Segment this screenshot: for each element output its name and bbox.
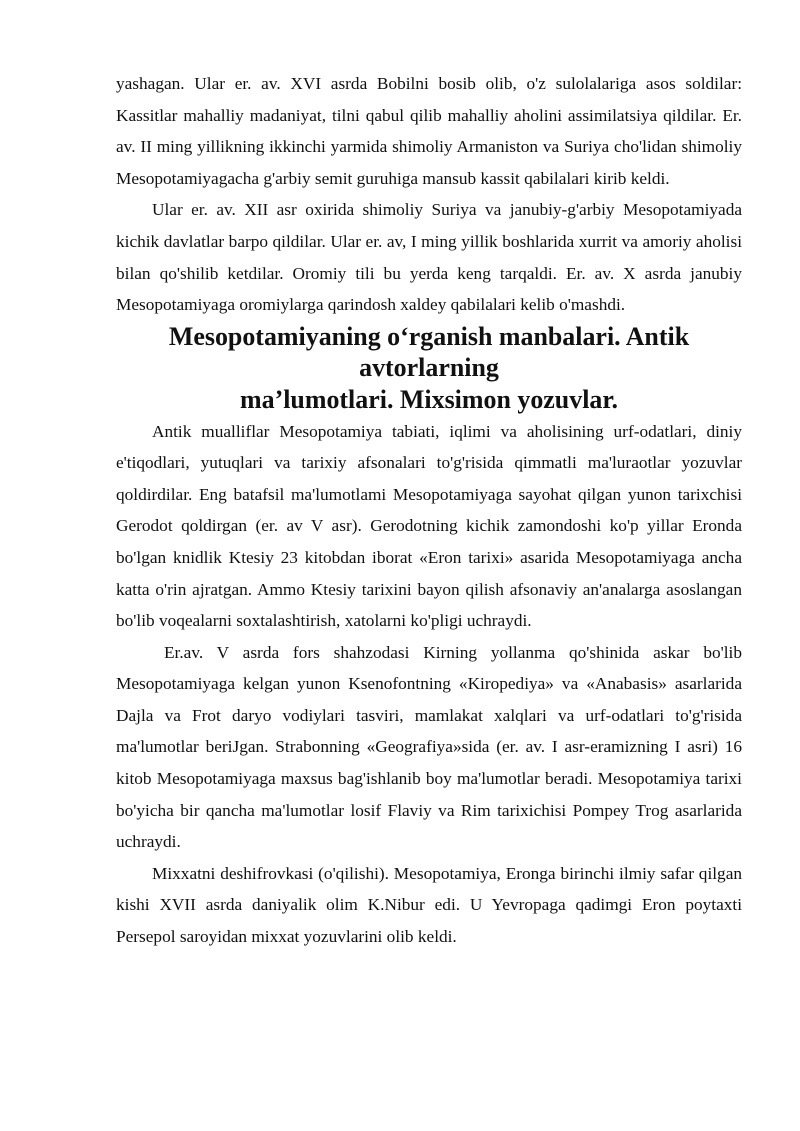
section-heading-line-2: ma’lumotlari. Mixsimon yozuvlar. [240, 384, 618, 414]
section-heading [116, 321, 742, 416]
paragraph-antique-authors: Antik mualliflar Mesopotamiya tabiati, iqlimi va aholisining urf-odatlari, diniy e'tiqodlari, yutuqlari va tarixiy afsonalari to'g'risida qimmatli ma'luraotlar yozuvlar qoldirdilar. Eng batafsil ma'lumotlami Mesopotamiyaga sayohat qilgan yunon tarixchisi Gerodot qoldirgan (er. av V asr). Gerodotning kichik zamondoshi ko'p yillar Eronda bo'lgan knidlik Ktesiy 23 kitobdan iborat «Eron tarixi» asarida Mesopotamiyaga ancha katta o'rin ajratgan. Ammo Ktesiy tarixini bayon qilish afsonaviy an'analarga asoslangan bo'lib voqealarni soxtalashtirish, xatolarni ko'pligi uchraydi. [116, 421, 742, 631]
section-heading-line-1: Mesopotamiyaning o‘rganish manbalari. Antik avtorlarning [168, 321, 690, 383]
paragraph-xenophon: Er.av. V asrda fors shahzodasi Kirning yollanma qo'shinida askar bo'lib Mesopotamiyaga kelgan yunon Ksenofontning «Kiropediya» va «Anabasis» asarlarida Dajla va Frot daryo vodiylari tasviri, mamlakat xalqlari va urf-odatlari to'g'risida ma'lumotlar beriJgan. Strabonning «Geografiya»sida (er. av. I asr-eramizning I asri) 16 kitob Mesopotamiyaga maxsus bag'ishlanib boy ma'lumotlar beradi. Mesopotamiya tarixi bo'yicha bir qancha ma'lumotlar losif Flaviy va Rim tarixichisi Pompey Trog asarlarida uchraydi. [116, 642, 742, 852]
paragraph-decipherment: Mixxatni deshifrovkasi (o'qilishi). Mesopotamiya, Eronga birinchi ilmiy safar qilgan kishi XVII asrda daniyalik olim K.Nibur edi. U Yevropaga qadimgi Eron poytaxti Persepol saroyidan mixxat yozuvlarini olib keldi. [116, 863, 742, 947]
document-page [116, 68, 742, 953]
paragraph-small-states: Ular er. av. XII asr oxirida shimoliy Suriya va janubiy-g'arbiy Mesopotamiyada kichik davlatlar barpo qildilar. Ular er. av, I ming yillik boshlarida xurrit va amoriy aholisi bilan qo'shilib ketdilar. Oromiy tili bu yerda keng tarqaldi. Er. av. X asrda janubiy Mesopotamiyaga oromiylarga qarindosh xaldey qabilalari kelib o'mashdi. [116, 200, 742, 315]
paragraph-kassites: yashagan. Ular er. av. XVI asrda Bobilni bosib olib, o'z sulolalariga asos soldilar: Kassitlar mahalliy madaniyat, tilni qabul qilib mahalliy aholini assimilatsiya qildilar. Er. av. II ming yillikning ikkinchi yarmida shimoliy Armaniston va Suriya cho'lidan shimoliy Mesopotamiyagacha g'arbiy semit guruhiga mansub kassit qabilalari kirib keldi. [116, 74, 742, 188]
